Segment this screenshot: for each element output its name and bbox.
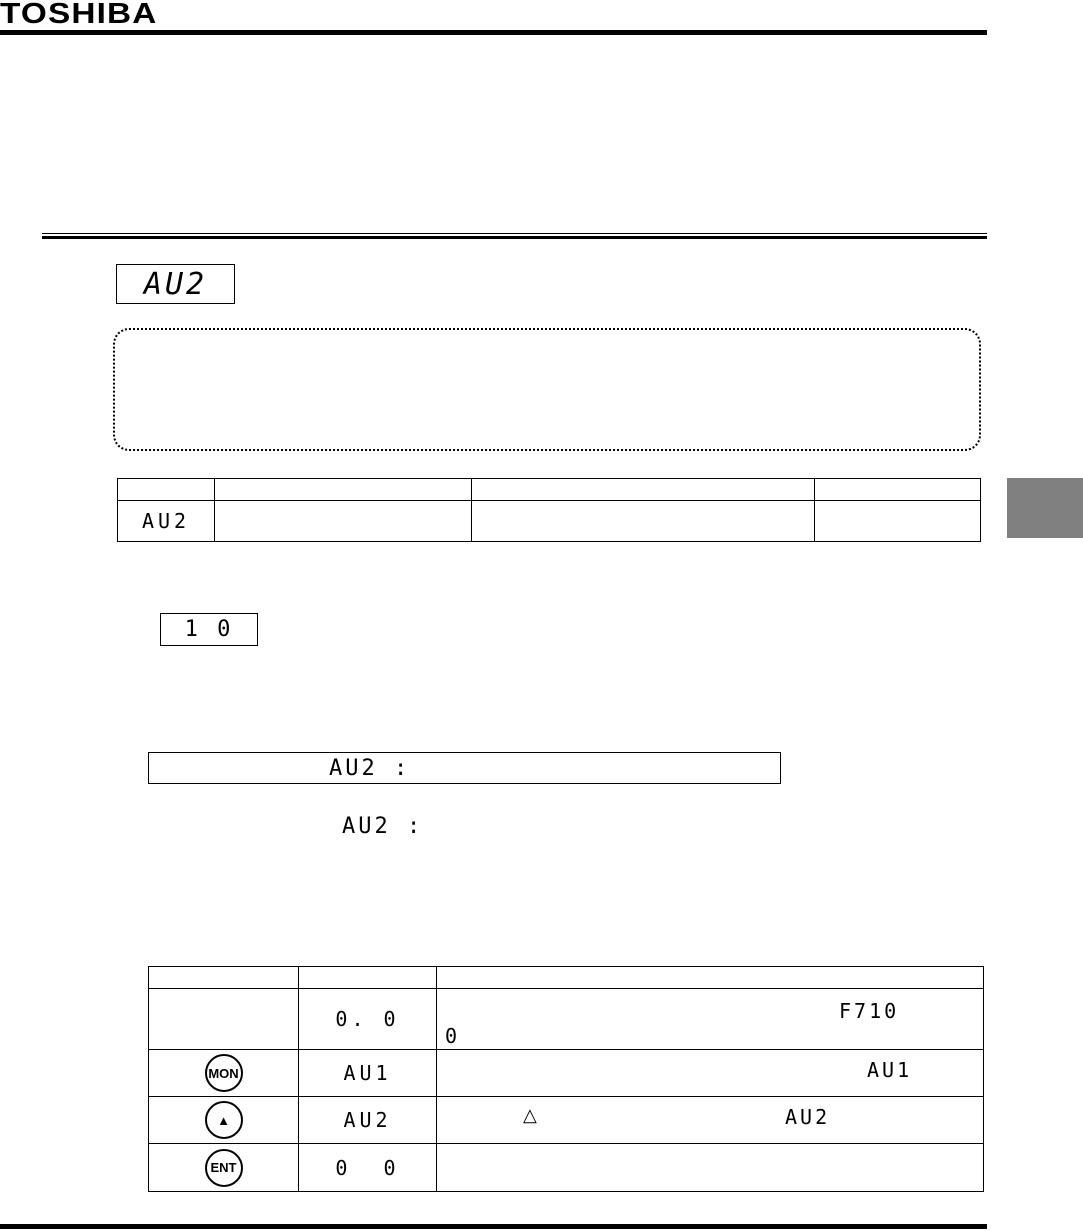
- header-cell: [299, 967, 437, 989]
- key-cell: [149, 1144, 299, 1192]
- ent-key-button[interactable]: ENT: [205, 1149, 243, 1187]
- table-cell: [815, 501, 981, 542]
- section-rule-top: [42, 233, 987, 234]
- inline-display-text: AU2 :: [342, 814, 424, 839]
- section-rule-bottom: [42, 236, 987, 239]
- table-header-row: [118, 479, 981, 501]
- key-cell: [149, 1097, 299, 1144]
- description-cell: [437, 1144, 984, 1192]
- parameter-code: AU2: [143, 266, 208, 302]
- table-cell: [472, 501, 815, 542]
- header-cell: [437, 967, 984, 989]
- ops-header-row: [149, 967, 984, 989]
- header-rule: [0, 30, 987, 35]
- operation-table: [148, 966, 984, 1192]
- table-row: [149, 1050, 984, 1097]
- display-cell: AU1: [299, 1050, 437, 1097]
- header-cell: [215, 479, 472, 501]
- header-cell: [472, 479, 815, 501]
- key-cell: [149, 989, 299, 1050]
- desc-code: F710: [839, 999, 900, 1023]
- table-row: [149, 989, 984, 1050]
- up-triangle-icon: △: [523, 1105, 537, 1125]
- description-cell: [437, 1097, 984, 1144]
- description-cell: [437, 1050, 984, 1097]
- wide-display-text: AU2 :: [329, 756, 411, 781]
- parameter-table: [117, 478, 981, 542]
- value-display: [160, 613, 258, 646]
- chapter-tab: [1007, 478, 1083, 538]
- display-cell: 0. 0: [299, 989, 437, 1050]
- display-cell: 0 0: [299, 1144, 437, 1192]
- parameter-code-cell: AU2: [118, 501, 215, 542]
- description-cell: [437, 989, 984, 1050]
- up-key-button[interactable]: ▲: [205, 1101, 243, 1139]
- note-box: [113, 328, 981, 451]
- table-cell: [215, 501, 472, 542]
- footer-rule: [0, 1224, 987, 1229]
- table-row: [149, 1144, 984, 1192]
- desc-code: 0: [445, 1024, 461, 1048]
- display-cell: AU2: [299, 1097, 437, 1144]
- wide-display-bar: [148, 752, 781, 784]
- brand-logo: TOSHIBA: [0, 0, 158, 30]
- mon-key-button[interactable]: MON: [205, 1054, 243, 1092]
- parameter-display: [116, 264, 235, 304]
- key-cell: [149, 1050, 299, 1097]
- header-cell: [815, 479, 981, 501]
- header-cell: [118, 479, 215, 501]
- desc-code: AU2: [785, 1105, 831, 1129]
- table-row: [149, 1097, 984, 1144]
- value-display-text: 1 0: [184, 617, 234, 642]
- header-cell: [149, 967, 299, 989]
- desc-code: AU1: [867, 1058, 913, 1082]
- table-row: [118, 501, 981, 542]
